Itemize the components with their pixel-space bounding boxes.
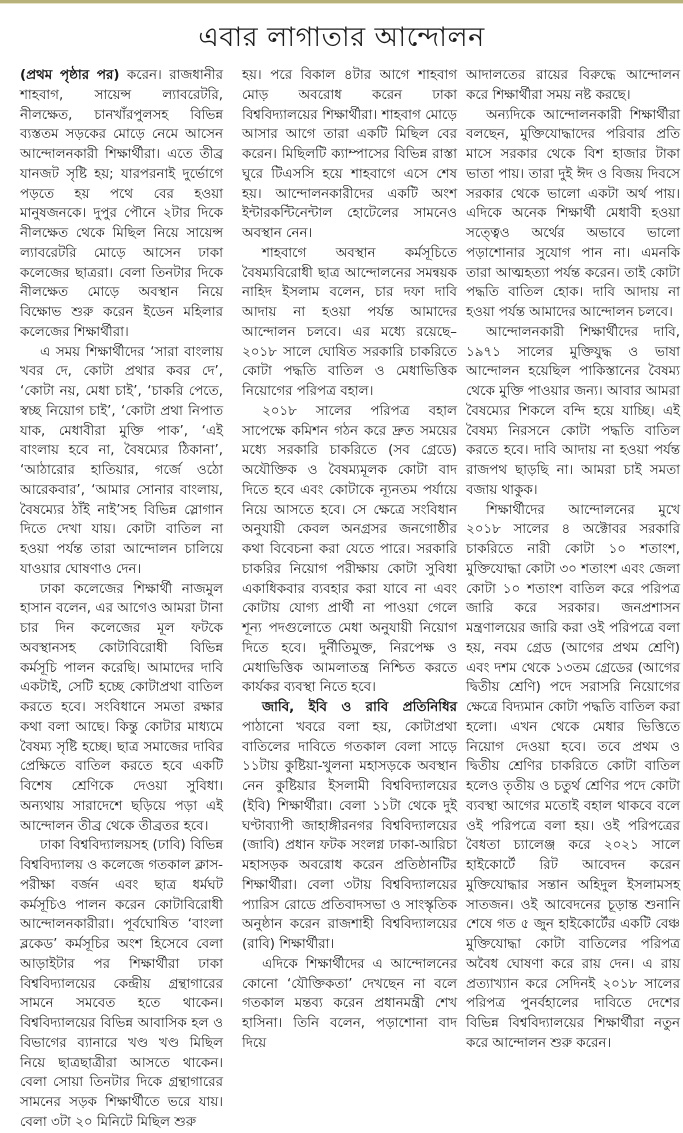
paragraph: শাহবাগে অবস্থান কর্মসূচিতে বৈষম্যবিরোধী ছাত্র আন্দোলনের সমন্বয়ক নাহিদ ইসলাম বলেন, চার দফা দাবি আদায় না হওয়া পর্যন্ত আমাদের আন্দোলন চলবে। এর মধ্যে রয়েছে– ২০১৮ সালে ঘোষিত সরকারি চাকরিতে কোটা পদ্ধতি বাতিল ও মেধাভিত্তিক নিয়োগের পরিপত্র বহাল। <box>242 245 457 399</box>
paragraph-text: করেন। রাজধানীর শাহবাগ, সায়েন্স ল্যাবরেটরি, নীলক্ষেত, চানখাঁরপুলসহ বিভিন্ন ব্যস্ততম সড়কের মোড়ে নেমে আসেন আন্দোলনকারী শিক্ষার্থীরা। এতে তীব্র যানজট সৃষ্টি হয়; যারপরনাই দুর্ভোগে পড়তে হয় পথে বের হওয়া মানুষজনকে। দুপুর পৌনে ২টার দিকে নীলক্ষেত থেকে মিছিল নিয়ে সায়েন্স ল্যাবরেটরি মোড়ে আসেন ঢাকা কলেজের ছাত্ররা। বেলা তিনটার দিকে নীলক্ষেত মোড়ে অবস্থান নিয়ে বিক্ষোভ শুরু করেন ইডেন মহিলার কলেজের শিক্ষার্থীরা। <box>20 68 223 340</box>
top-border-highlight <box>0 3 683 4</box>
article-column-1 <box>20 66 223 1133</box>
paragraph: ঢাকা কলেজের শিক্ষার্থী নাজমুল হাসান বলেন, এর আগেও আমরা টানা চার দিন কলেজের মূল ফটকে অবস্থানসহ কোটাবিরোধী বিভিন্ন কর্মসূচি পালন করেছি। আমাদের দাবি একটাই, সেটি হচ্ছে কোটাপ্রথা বাতিল করতে হবে। সংবিধানে সমতা রক্ষার কথা বলা আছে। কিন্তু কোটার মাধ্যমে বৈষম্য সৃষ্টি হচ্ছে। ছাত্র সমাজের দাবির প্রেক্ষিতে বাতিল করতে হবে একটি বিশেষ শ্রেণিকে দেওয়া সুবিধা। অন্যথায় সারাদেশে ছড়িয়ে পড়া এই আন্দোলন তীব্র থেকে তীব্রতর হবে। <box>20 581 223 834</box>
paragraph: আন্দোলনকারী শিক্ষার্থীদের দাবি, ১৯৭১ সালের মুক্তিযুদ্ধ ও ভাষা আন্দোলন হয়েছিল পাকিস্তানের বৈষম্য থেকে মুক্তি পাওয়ার জন্য। আবার আমরা বৈষম্যের শিকলে বন্দি হয়ে যাচ্ছি। এই বৈষম্য নিরসনে কোটা পদ্ধতি বাতিল করতে হবে। দাবি আদায় না হওয়া পর্যন্ত রাজপথ ছাড়ছি না। আমরা চাই সমতা বজায় থাকুক। <box>466 324 680 498</box>
paragraph <box>242 698 457 955</box>
paragraph: আদালতের রায়ের বিরুদ্ধে আন্দোলন করে শিক্ষার্থীরা সময় নষ্ট করছে। <box>466 68 680 103</box>
paragraph: ঢাকা বিশ্ববিদ্যালয়সহ (ঢাবি) বিভিন্ন বিশ্ববিদ্যালয় ও কলেজে গতকাল ক্লাস-পরীক্ষা বর্জন এবং ছাত্র ধর্মঘট কর্মসূচিও পালন করেন কোটাবিরোধী আন্দোলনকারীরা। পূর্বঘোষিত ‘বাংলা ব্লকেড’ কর্মসূচির অংশ হিসেবে বেলা আড়াইটার পর শিক্ষার্থীরা ঢাকা বিশ্ববিদ্যালয়ের কেন্দ্রীয় গ্রন্থাগারের সামনে সমবেত হতে থাকেন। বিশ্ববিদ্যালয়ের বিভিন্ন আবাসিক হল ও বিভাগের ব্যানারে খণ্ড খণ্ড মিছিল নিয়ে ছাত্রছাত্রীরা আসতে থাকেন। বেলা সোয়া তিনটার দিকে গ্রন্থাগারের সামনের সড়ক শিক্ষার্থীতে ভরে যায়। বেলা ৩টা ২০ মিনিটে মিছিল শুরু <box>20 838 223 1130</box>
paragraph: অন্যদিকে আন্দোলনকারী শিক্ষার্থীরা বলছেন, মুক্তিযোদ্ধাদের পরিবার প্রতি মাসে সরকার থেকে বিশ হাজার টাকা ভাতা পায়। তারা দুই ঈদ ও বিজয় দিবসে সরকার থেকে ভালো একটা অর্থ পায়। এদিকে অনেক শিক্ষার্থী মেধাবী হওয়া সত্ত্বেও অর্থের অভাবে ভালো পড়াশোনার সুযোগ পান না। এমনকি তারা আত্মহত্যা পর্যন্ত করেন। তাই কোটা পদ্ধতি বাতিল হোক। দাবি আদায় না হওয়া পর্যন্ত আমাদের আন্দোলন চলবে। <box>466 107 680 320</box>
article-column-2 <box>242 66 457 1054</box>
paragraph: এ সময় শিক্ষার্থীদের ‘সারা বাংলায় খবর দে, কোটা প্রথার কবর দে’, ‘কোটা নয়, মেধা চাই’, ‘চাকরি পেতে, স্বচ্ছ নিয়োগ চাই’, ‘কোটা প্রথা নিপাত যাক, মেধাবীরা মুক্তি পাক’, ‘এই বাংলায় হবে না, বৈষম্যের ঠিকানা’, ‘আঠারোর হাতিয়ার, গর্জে ওঠো আরেকবার’, ‘আমার সোনার বাংলায়, বৈষম্যের ঠাঁই নাই’সহ বিভিন্ন স্লোগান দিতে দেখা যায়। কোটা বাতিল না হওয়া পর্যন্ত তারা আন্দোলন চালিয়ে যাওয়ার ঘোষণাও দেন। <box>20 344 223 577</box>
paragraph: এদিকে শিক্ষার্থীদের এ আন্দোলনের কোনো ‘যৌক্তিকতা’ দেখছেন না বলে গতকাল মন্তব্য করেন প্রধানমন্ত্রী শেখ হাসিনা। তিনি বলেন, পড়াশোনা বাদ দিয়ে <box>242 956 457 1051</box>
continuation-label: (প্রথম পৃষ্ঠার পর) <box>20 68 120 83</box>
paragraph: ২০১৮ সালের পরিপত্র বহাল সাপেক্ষে কমিশন গঠন করে দ্রুত সময়ের মধ্যে সরকারি চাকরিতে (সব গ্রেডে) অযৌক্তিক ও বৈষম্যমূলক কোটা বাদ দিতে হবে এবং কোটাকে ন্যূনতম পর্যায়ে নিয়ে আসতে হবে। সে ক্ষেত্রে সংবিধান অনুযায়ী কেবল অনগ্রসর জনগোষ্ঠীর কথা বিবেচনা করা যেতে পারে। সরকারি চাকরির নিয়োগ পরীক্ষায় কোটা সুবিধা একাধিকবার ব্যবহার করা যাবে না এবং কোটায় যোগ্য প্রার্থী না পাওয়া গেলে শূন্য পদগুলোতে মেধা অনুযায়ী নিয়োগ দিতে হবে। দুর্নীতিমুক্ত, নিরপেক্ষ ও মেধাভিত্তিক আমলাতন্ত্র নিশ্চিত করতে কার্যকর ব্যবস্থা নিতে হবে। <box>242 403 457 696</box>
paragraph: হয়। পরে বিকাল ৪টার আগে শাহবাগ মোড় অবরোধ করেন ঢাকা বিশ্ববিদ্যালয়ের শিক্ষার্থীরা। শাহবাগ মোড়ে আসার আগে তারা একটি মিছিল বের করেন। মিছিলটি ক্যাম্পাসের বিভিন্ন রাস্তা ঘুরে টিএসসি হয়ে শাহবাগে এসে শেষ হয়। আন্দোলনকারীদের একটি অংশ ইন্টারকন্টিনেন্টাল হোটেলের সামনেও অবস্থান নেন। <box>242 68 457 241</box>
article-headline: এবার লাগাতার আন্দোলন <box>198 22 485 53</box>
article-column-3 <box>466 66 680 1054</box>
paragraph-text: পাঠানো খবরে বলা হয়, কোটাপ্রথা বাতিলের দাবিতে গতকাল বেলা সাড়ে ১১টায় কুষ্টিয়া-খুলনা মহাসড়কে অবস্থান নেন কুষ্টিয়ার ইসলামী বিশ্ববিদ্যালয়ের (ইবি) শিক্ষার্থীরা। বেলা ১১টা থেকে দুই ঘণ্টাব্যাপী জাহাঙ্গীরনগর বিশ্ববিদ্যালয়ের (জাবি) প্রধান ফটক সংলগ্ন ঢাকা-আরিচা মহাসড়ক অবরোধ করেন প্রতিষ্ঠানটির শিক্ষার্থীরা। বেলা ৩টায় বিশ্ববিদ্যালয়ের প্যারিস রোডে প্রতিবাদসভা ও সাংস্কৃতিক অনুষ্ঠান করেন রাজশাহী বিশ্ববিদ্যালয়ের (রাবি) শিক্ষার্থীরা। <box>242 719 457 952</box>
paragraph <box>20 66 223 343</box>
paragraph: শিক্ষার্থীদের আন্দোলনের মুখে ২০১৮ সালের ৪ অক্টোবর সরকারি চাকরিতে নারী কোটা ১০ শতাংশ, মুক্তিযোদ্ধা কোটা ৩০ শতাংশ এবং জেলা কোটা ১০ শতাংশ বাতিল করে পরিপত্র জারি করে সরকার। জনপ্রশাসন মন্ত্রণালয়ের জারি করা ওই পরিপত্রে বলা হয়, নবম গ্রেড (আগের প্রথম শ্রেণি) এবং দশম থেকে ১৩তম গ্রেডের (আগের দ্বিতীয় শ্রেণি) পদে সরাসরি নিয়োগের ক্ষেত্রে বিদ্যমান কোটা পদ্ধতি বাতিল করা হলো। এখন থেকে মেধার ভিত্তিতে নিয়োগ দেওয়া হবে। তবে প্রথম ও দ্বিতীয় শ্রেণির চাকরিতে কোটা বাতিল হলেও তৃতীয় ও চতুর্থ শ্রেণির পদে কোটা ব্যবস্থা আগের মতোই বহাল থাকবে বলে ওই পরিপত্রে বলা হয়। ওই পরিপত্রের বৈধতা চ্যালেঞ্জ করে ২০২১ সালে হাইকোর্টে রিট আবেদন করেন মুক্তিযোদ্ধার সন্তান অহিদুল ইসলামসহ সাতজন। ওই আবেদনের চূড়ান্ত শুনানি শেষে গত ৫ জুন হাইকোর্টের একটি বেঞ্চ মুক্তিযোদ্ধা কোটা বাতিলের পরিপত্র অবৈধ ঘোষণা করে রায় দেন। এ রায় প্রত্যাখ্যান করে সেদিনই ২০১৮ সালের পরিপত্র পুনর্বহালের দাবিতে দেশের বিভিন্ন বিশ্ববিদ্যালয়ের শিক্ষার্থীরা নতুন করে আন্দোলন শুরু করেন। <box>466 502 680 1051</box>
inline-subheading: জাবি, ইবি ও রাবি প্রতিনিধির <box>262 700 457 715</box>
